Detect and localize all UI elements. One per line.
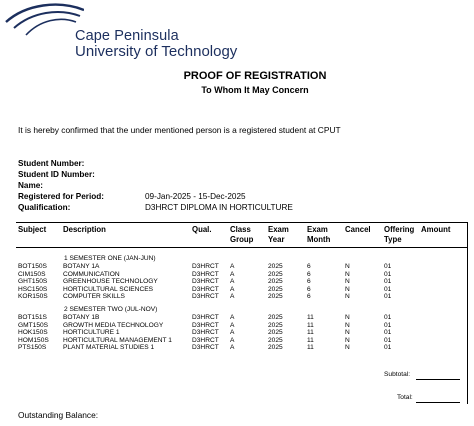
document-title: PROOF OF REGISTRATION: [183, 70, 327, 82]
header-cancel: Cancel: [345, 225, 371, 234]
cell-exam-month: 6: [307, 263, 311, 270]
header-qual: Qual.: [192, 225, 212, 234]
cell-exam-year: 2025: [268, 278, 283, 286]
table-row: [0, 278, 474, 285]
cell-description: HORTICULTURE 1: [63, 329, 120, 337]
table-row: [0, 337, 474, 344]
cell-exam-year: 2025: [268, 263, 283, 270]
cell-class-group: A: [230, 278, 235, 286]
cell-offering-type: 01: [384, 321, 392, 329]
qualification-value: D3HRCT DIPLOMA IN HORTICULTURE: [145, 203, 293, 212]
cell-subject-code: HOK150S: [18, 329, 48, 337]
table-row: [0, 329, 474, 336]
cell-subject-code: KOR150S: [18, 293, 48, 301]
cell-offering-type: 01: [384, 285, 392, 293]
subtotal-label: Subtotal:: [384, 371, 411, 378]
cell-description: COMMUNICATION: [63, 270, 120, 278]
cell-cancel: N: [345, 270, 350, 278]
cell-class-group: A: [230, 285, 235, 293]
cell-cancel: N: [345, 263, 350, 270]
cell-subject-code: PTS150S: [18, 344, 47, 352]
cell-qual: D3HRCT: [192, 285, 219, 293]
cell-description: GREENHOUSE TECHNOLOGY: [63, 278, 158, 286]
cell-cancel: N: [345, 314, 350, 321]
cell-qual: D3HRCT: [192, 293, 219, 301]
cell-class-group: A: [230, 336, 235, 344]
cell-class-group: A: [230, 344, 235, 352]
cell-class-group: A: [230, 270, 235, 278]
name-label: Name:: [18, 181, 44, 190]
cell-cancel: N: [345, 321, 350, 329]
cell-exam-year: 2025: [268, 285, 283, 293]
period-label: Registered for Period:: [18, 192, 104, 201]
cell-qual: D3HRCT: [192, 321, 219, 329]
cell-exam-month: 11: [307, 329, 314, 337]
cell-offering-type: 01: [384, 314, 392, 321]
outstanding-balance-label: Outstanding Balance:: [18, 410, 99, 420]
cell-offering-type: 01: [384, 329, 392, 337]
cell-qual: D3HRCT: [192, 344, 219, 352]
cell-qual: D3HRCT: [192, 336, 219, 344]
table-row: [0, 293, 474, 300]
university-name-line1: Cape Peninsula: [75, 28, 179, 44]
university-name-line2: University of Technology: [75, 43, 238, 60]
subtotal-underline: [416, 379, 460, 380]
cell-subject-code: GMT150S: [18, 321, 49, 329]
cell-subject-code: HSC150S: [18, 285, 48, 293]
cell-subject-code: GHT150S: [18, 278, 48, 286]
cell-qual: D3HRCT: [192, 278, 219, 286]
cell-class-group: A: [230, 329, 235, 337]
intro-statement: It is hereby confirmed that the under mentioned person is a registered student at CPUT: [18, 125, 341, 135]
table-row: [0, 322, 474, 329]
cell-subject-code: CIM150S: [18, 270, 46, 278]
cell-cancel: N: [345, 336, 350, 344]
header-class-group: Class Group: [230, 225, 254, 244]
cell-cancel: N: [345, 285, 350, 293]
cell-class-group: A: [230, 321, 235, 329]
cell-class-group: A: [230, 263, 235, 270]
cell-cancel: N: [345, 329, 350, 337]
table-top-rule: [16, 222, 468, 223]
cput-arc-logo-icon: [4, 2, 84, 38]
cell-exam-month: 11: [307, 336, 314, 344]
cell-qual: D3HRCT: [192, 329, 219, 337]
cell-description: HORTICULTURAL SCIENCES: [63, 285, 154, 293]
total-underline: [416, 402, 460, 403]
period-value: 09-Jan-2025 - 15-Dec-2025: [145, 192, 246, 201]
cell-offering-type: 01: [384, 278, 392, 286]
semester-one-label: 1 SEMESTER ONE (JAN-JUN): [64, 255, 156, 262]
qualification-label: Qualification:: [18, 203, 71, 212]
cell-subject-code: HOM150S: [18, 336, 49, 344]
header-amount: Amount: [421, 225, 451, 234]
table-right-rule: [467, 222, 468, 404]
student-id-label: Student ID Number:: [18, 170, 95, 179]
cell-exam-year: 2025: [268, 329, 283, 337]
table-row: [0, 263, 474, 270]
cell-cancel: N: [345, 278, 350, 286]
cell-description: BOTANY 1B: [63, 314, 100, 321]
table-row: [0, 271, 474, 278]
cell-exam-year: 2025: [268, 336, 283, 344]
header-offering-type: Offering Type: [384, 225, 415, 244]
cell-offering-type: 01: [384, 344, 392, 352]
cell-description: HORTICULTURAL MANAGEMENT 1: [63, 336, 172, 344]
cell-class-group: A: [230, 293, 235, 301]
cell-cancel: N: [345, 293, 350, 301]
cell-offering-type: 01: [384, 270, 392, 278]
cell-exam-month: 11: [307, 314, 314, 321]
cell-qual: D3HRCT: [192, 314, 219, 321]
cell-description: PLANT MATERIAL STUDIES 1: [63, 344, 155, 352]
cell-exam-month: 11: [307, 344, 314, 352]
header-bottom-rule: [16, 247, 468, 248]
document-subtitle: To Whom It May Concern: [201, 85, 309, 95]
cell-offering-type: 01: [384, 293, 392, 301]
cell-exam-year: 2025: [268, 314, 283, 321]
header-exam-year: Exam Year: [268, 225, 289, 244]
cell-cancel: N: [345, 344, 350, 352]
cell-exam-year: 2025: [268, 270, 283, 278]
cell-description: BOTANY 1A: [63, 263, 100, 270]
cell-qual: D3HRCT: [192, 270, 219, 278]
student-number-label: Student Number:: [18, 159, 85, 168]
header-description: Description: [63, 225, 106, 234]
cell-qual: D3HRCT: [192, 263, 219, 270]
cell-offering-type: 01: [384, 263, 392, 270]
header-exam-month: Exam Month: [307, 225, 331, 244]
header-subject: Subject: [18, 225, 47, 234]
table-row: [0, 314, 474, 321]
table-row: [0, 286, 474, 293]
cell-exam-year: 2025: [268, 344, 283, 352]
cell-exam-month: 6: [307, 270, 311, 278]
cell-exam-year: 2025: [268, 321, 283, 329]
total-label: Total:: [397, 394, 413, 401]
cell-offering-type: 01: [384, 336, 392, 344]
cell-subject-code: BOT150S: [18, 263, 47, 270]
cell-exam-year: 2025: [268, 293, 283, 301]
cell-description: GROWTH MEDIA TECHNOLOGY: [63, 321, 164, 329]
cell-subject-code: BOT151S: [18, 314, 47, 321]
cell-class-group: A: [230, 314, 235, 321]
cell-exam-month: 11: [307, 321, 314, 329]
semester-two-label: 2 SEMESTER TWO (JUL-NOV): [64, 306, 158, 313]
cell-exam-month: 6: [307, 285, 311, 293]
table-row: [0, 344, 474, 351]
cell-exam-month: 6: [307, 293, 311, 301]
cell-exam-month: 6: [307, 278, 311, 286]
cell-description: COMPUTER SKILLS: [63, 293, 125, 301]
